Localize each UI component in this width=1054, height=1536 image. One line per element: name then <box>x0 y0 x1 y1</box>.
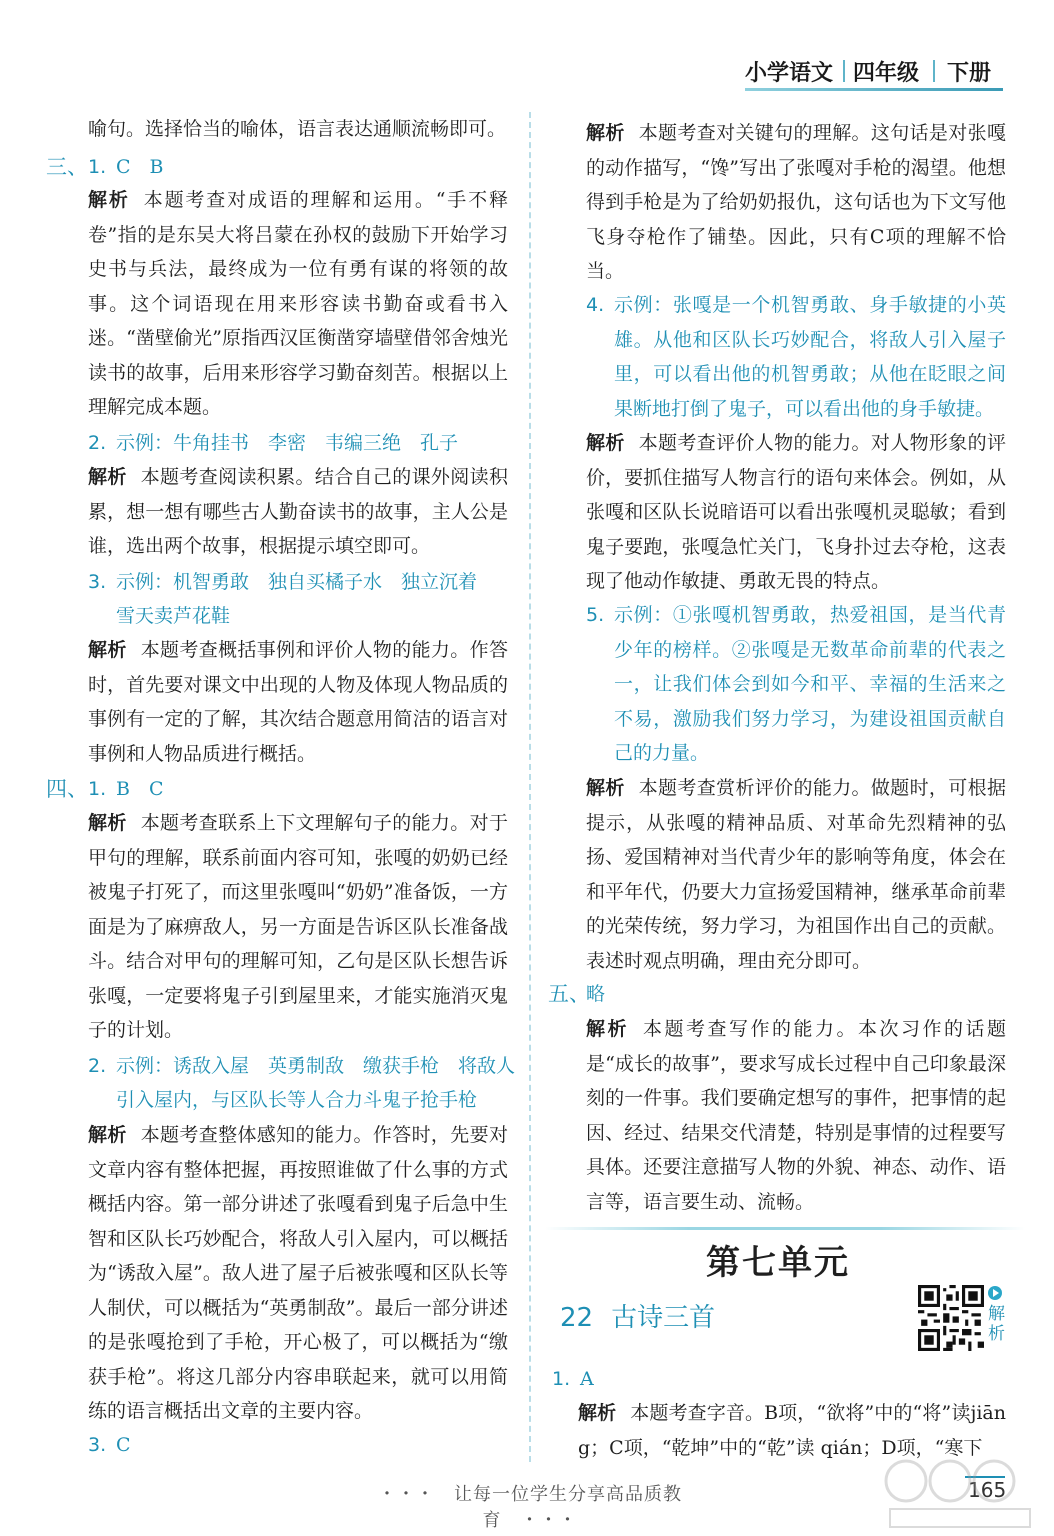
explanation-text: 本题考查对关键句的理解。这句话是对张嘎的动作描写，“馋”写出了张嘎对手枪的渴望。他想得到手枪是为了给奶奶报仇，这句话也为下文写他飞身夺枪作了铺垫。因此，只有C项的理解不恰当。 <box>586 122 1006 282</box>
jiexi-label: 解析 <box>88 639 127 661</box>
column-divider <box>529 112 531 1462</box>
unit-divider <box>545 1227 1025 1230</box>
question-number: 3. <box>88 571 107 593</box>
jiexi-label: 解析 <box>88 466 127 488</box>
answer-text: C <box>116 1434 131 1456</box>
question-number: 1. <box>88 156 107 178</box>
explanation-block <box>586 771 1006 978</box>
jiexi-label: 解析 <box>586 1018 629 1040</box>
explanation-text: 本题考查整体感知的能力。作答时，先要对文章内容有整体把握，再按照谁做了什么事的方式概括内容。第一部分讲述了张嘎看到鬼子后急中生智和区队长巧妙配合，将敌人引入屋内，可以概括为“诱敌入屋”。敌人进了屋子后被张嘎和区队长等人制伏，可以概括为“英勇制敌”。最后一部分讲述的是张嘎抢到了手枪，开心极了，可以概括为“缴获手枪”。将这几部分内容串联起来，就可以用简练的语言概括出文章的主要内容。 <box>88 1124 508 1422</box>
header-grade: 四年级 <box>853 61 920 86</box>
jiexi-label: 解析 <box>586 122 625 144</box>
question-number: 3. <box>88 1434 107 1456</box>
question-number: 2. <box>88 432 107 454</box>
answer-text: 略 <box>586 983 606 1005</box>
jiexi-label: 解析 <box>586 777 625 799</box>
question-number: 5. <box>586 604 605 626</box>
footer-slogan: ・・・ 让每一位学生分享高品质教育 ・・・ <box>378 1484 682 1531</box>
intro-text: 喻句。选择恰当的喻体，语言表达通顺流畅即可。 <box>88 118 507 140</box>
section-label: 三、 <box>46 155 88 179</box>
explanation-block <box>586 426 1006 599</box>
header-underline <box>745 88 1003 91</box>
jiexi-label: 解析 <box>88 812 127 834</box>
question-number: 4. <box>586 294 605 316</box>
jiexi-label: 解析 <box>88 189 130 211</box>
section-label: 四、 <box>46 777 88 801</box>
answer-text: 示例：张嘎是一个机智勇敢、身手敏捷的小英雄。从他和区队长巧妙配合，将敌人引入屋子里，可以看出他的机智勇敢；从他在眨眼之间果断地打倒了鬼子，可以看出他的身手敏捷。 <box>614 294 1006 420</box>
explanation-text: 本题考查概括事例和评价人物的能力。作答时，首先要对课文中出现的人物及体现人物品质的事例有一定的了解，其次结合题意用简洁的语言对事例和人物品质进行概括。 <box>88 639 508 765</box>
explanation-text: 本题考查赏析评价的能力。做题时，可根据提示，从张嘎的精神品质、对革命先烈精神的弘扬、爱国精神对当代青少年的影响等角度，体会在和平年代，仍要大力宣扬爱国精神，继承革命前辈的光荣传统，努力学习，为祖国作出自己的贡献。表述时观点明确，理由充分即可。 <box>586 777 1006 972</box>
lesson-title <box>560 1297 715 1334</box>
answer-text: 引入屋内，与区队长等人合力斗鬼子抢手枪 <box>116 1089 478 1111</box>
explanation-text: 本题考查阅读积累。结合自己的课外阅读积累，想一想有哪些古人勤奋读书的故事，主人公是谁，选出两个故事，根据提示填空即可。 <box>88 466 508 557</box>
section-label: 五、 <box>548 982 590 1006</box>
explanation-text: 本题考查对成语的理解和运用。“手不释卷”指的是东吴大将吕蒙在孙权的鼓励下开始学习史书与兵法，最终成为一位有勇有谋的将领的故事。这个词语现在用来形容读书勤奋或看书入迷。“凿壁偷光”原指西汉匡衡凿穿墙壁借邻舍烛光读书的故事，后用来形容学习勤奋刻苦。根据以上理解完成本题。 <box>88 189 508 418</box>
answer-text: 示例：①张嘎机智勇敢，热爱祖国，是当代青少年的榜样。②张嘎是无数革命前辈的代表之一，让我们体会到如今和平、幸福的生活来之不易，激励我们努力学习，为建设祖国贡献自己的力量。 <box>614 604 1006 764</box>
answer-text: A <box>580 1368 594 1390</box>
header-subject: 小学语文 <box>745 61 834 86</box>
answer-text: C B <box>116 156 164 178</box>
header-separator <box>843 60 845 82</box>
answer-text: 示例：机智勇敢 独自买橘子水 独立沉着 <box>116 571 478 593</box>
qr-label: 解析 <box>988 1304 1005 1344</box>
lesson-name: 古诗三首 <box>611 1303 716 1333</box>
qr-code-icon[interactable] <box>918 1285 984 1351</box>
explanation-block <box>586 1012 1006 1219</box>
explanation-text: 本题考查联系上下文理解句子的能力。对于甲句的理解，联系前面内容可知，张嘎的奶奶已经被鬼子打死了，而这里张嘎叫“奶奶”准备饭，一方面是为了麻痹敌人，另一方面是告诉区队长准备战斗。结合对甲句的理解可知，乙句是区队长想告诉张嘎，一定要将鬼子引到屋里来，才能实施消灭鬼子的计划。 <box>88 812 508 1041</box>
explanation-block <box>586 116 1006 289</box>
answer-text: 示例：诱敌入屋 英勇制敌 缴获手枪 将敌人 <box>116 1055 516 1077</box>
watermark-logo-icon <box>880 1455 1040 1531</box>
jiexi-label: 解析 <box>88 1124 127 1146</box>
answer-text: 示例：牛角挂书 李密 韦编三绝 孔子 <box>116 432 459 454</box>
explanation-block <box>88 460 508 564</box>
explanation-text: 本题考查评价人物的能力。对人物形象的评价，要抓住描写人物言行的语句来体会。例如，从张嘎和区队长说暗语可以看出张嘎机灵聪敏；看到鬼子要跑，张嘎急忙关门，飞身扑过去夺枪，这表现了他动作敏捷、勇敢无畏的特点。 <box>586 432 1006 592</box>
explanation-block <box>88 183 508 425</box>
answer-text: 雪天卖芦花鞋 <box>116 605 231 627</box>
lesson-number: 22 <box>560 1303 594 1333</box>
header-separator <box>933 60 935 82</box>
question-number: 2. <box>88 1055 107 1077</box>
play-icon[interactable] <box>988 1286 1002 1300</box>
page-header <box>745 52 1035 92</box>
explanation-block <box>88 806 508 1048</box>
explanation-block <box>88 633 508 771</box>
header-volume: 下册 <box>947 61 992 86</box>
question-number: 1. <box>552 1368 571 1390</box>
unit-title: 第七单元 <box>706 1243 850 1283</box>
page-number: 165 <box>968 1478 1007 1502</box>
explanation-text: 本题考查写作的能力。本次习作的话题是“成长的故事”，要求写成长过程中自己印象最深刻的一件事。我们要确定想写的事件，把事情的起因、经过、结果交代清楚，特别是事情的过程要写具体。还要注意描写人物的外貌、神态、动作、语言等，语言要生动、流畅。 <box>586 1018 1006 1213</box>
explanation-text: 本题考查字音。B项，“欲将”中的“将”读jiāng；C项，“乾坤”中的“乾”读 qián；D项，“寒下 <box>578 1402 1006 1459</box>
answer-text: B C <box>116 778 164 800</box>
jiexi-label: 解析 <box>586 432 625 454</box>
question-number: 1. <box>88 778 107 800</box>
jiexi-label: 解析 <box>578 1402 617 1424</box>
explanation-block <box>88 1118 508 1429</box>
